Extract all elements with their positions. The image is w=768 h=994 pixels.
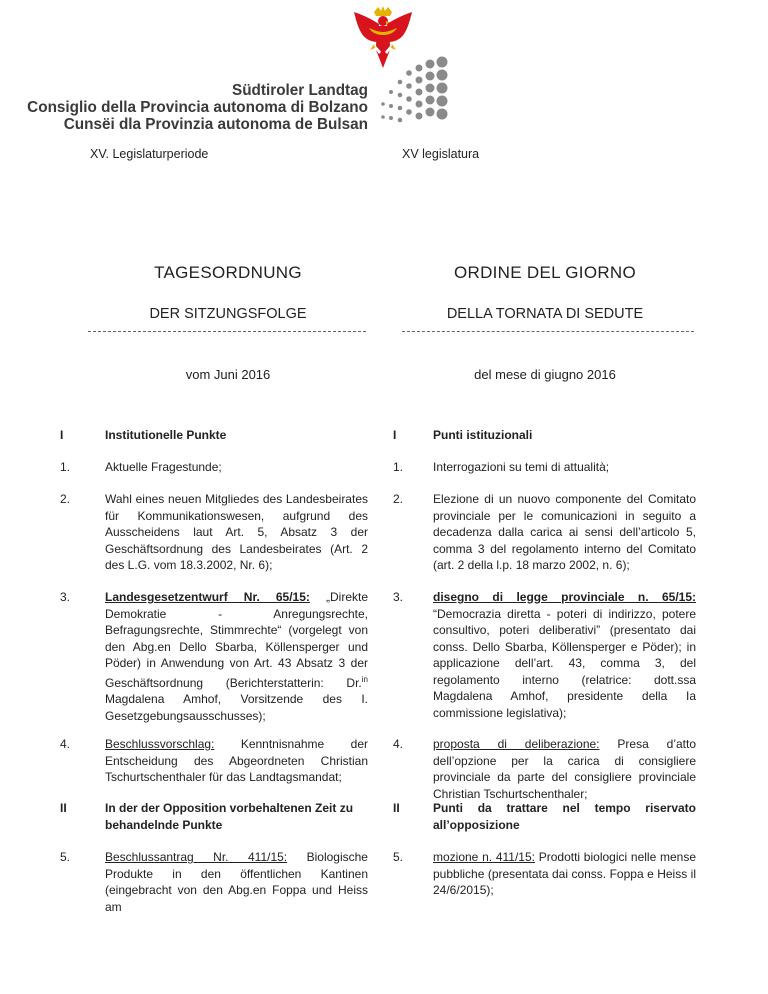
section-heading-it: Punti da trattare nel tempo riservato all’opposizione	[433, 801, 696, 832]
bill-reference: Landesgesetzentwurf Nr. 65/15:	[105, 590, 310, 604]
agenda-item-de: Beschlussvorschlag: Kenntnisnahme der Entscheidung des Abgeordneten Christian Tschurtschenthaler für das Landtagsmandat;	[105, 737, 368, 784]
item-number: 5.	[60, 850, 71, 864]
proposal-reference: Beschlussvorschlag:	[105, 737, 215, 751]
session-date-it: del mese di giugno 2016	[474, 367, 616, 382]
section-heading-de: Institutionelle Punkte	[105, 428, 227, 442]
document-title-de: TAGESORDNUNG	[154, 263, 302, 282]
proposal-reference: proposta di deliberazione:	[433, 737, 600, 751]
document-subtitle-it: DELLA TORNATA DI SEDUTE	[446, 306, 644, 322]
agenda-item-de: Beschlussantrag Nr. 411/15: Biologische Produkte in den öffentlichen Kantinen (eingebracht von den Abg.en Foppa und Heiss am	[105, 850, 368, 914]
section-number: I	[393, 428, 397, 442]
section-number: I	[60, 428, 64, 442]
agenda-item-de: Landesgesetzentwurf Nr. 65/15: „Direkte Demokratie - Anregungsrechte, Befragungsrechte, Stimmrechte“ (vorgelegt von den Abg.en Dello Sbarba, Köllensperger und Pöder) in Anwendung von Art. 43 Absatz 3 der Geschäftsordnung (Berichterstatterin: Dr.$^{in}$ Magdalena Amhof, Vorsitzende des I. Gesetzgebungsausschusses);	[105, 590, 369, 723]
item-number: 4.	[393, 737, 404, 751]
organization-name	[27, 82, 368, 133]
item-number: 1.	[60, 460, 71, 474]
item-number: 4.	[60, 737, 71, 751]
agenda-item-it: proposta di deliberazione: Presa d’atto dell’opzione per la carica di consigliere provinciale da parte del consigliere provinciale Christian Tschurtschenthaler;	[433, 737, 696, 801]
agenda-item-it: disegno di legge provinciale n. 65/15: “Democrazia diretta - poteri di indirizzo, potere consultivo, poteri deliberativi” (presentato dai conss. Dello Sbarba, Köllensperger e Pöder); in applicazione dell’art. 43, comma 3, del regolamento interno (relatrice: dott.ssa Magdalena Amhof, presidente della Ia commissione legislativa);	[433, 590, 696, 720]
item-number: 5.	[393, 850, 404, 864]
document-subtitle-de: DER SITZUNGSFOLGE	[149, 306, 307, 322]
item-number: 3.	[393, 590, 404, 604]
divider-de	[88, 331, 366, 332]
section-heading-it: Punti istituzionali	[433, 428, 533, 442]
divider-it	[402, 331, 694, 332]
agenda-item-de: Aktuelle Fragestunde;	[105, 460, 222, 474]
dot-pattern-icon	[378, 56, 450, 126]
legislature-period-de: XV. Legislaturperiode	[90, 147, 209, 161]
motion-reference: mozione n. 411/15:	[433, 850, 535, 864]
item-number: 2.	[393, 492, 404, 506]
agenda-item-de: Wahl eines neuen Mitgliedes des Landesbeirates für Kommunikationswesen, aufgrund des Ausscheidens laut Art. 5, Absatz 3 der Geschäftsordnung des Landesbeirates (Art. 2 des L.G. vom 18.3.2002, Nr. 6);	[105, 492, 368, 572]
agenda-item-it: Elezione di un nuovo componente del Comitato provinciale per le comunicazioni in seguito a decadenza dalla carica ai sensi dell’articolo 5, comma 3 del regolamento interno del Comitato (art. 2 della l.p. 18 marzo 2002, n. 6);	[433, 492, 696, 572]
motion-reference: Beschlussantrag Nr. 411/15:	[105, 850, 288, 864]
item-number: 2.	[60, 492, 71, 506]
org-name-it: Consiglio della Provincia autonoma di Bolzano	[27, 99, 368, 116]
org-name-lad: Cunsëi dla Provinzia autonoma de Bulsan	[63, 116, 368, 133]
item-number: 1.	[393, 460, 404, 474]
legislature-period-it: XV legislatura	[402, 147, 480, 161]
section-number: II	[393, 801, 400, 815]
org-name-de: Südtiroler Landtag	[232, 82, 368, 99]
session-date-de: vom Juni 2016	[185, 367, 271, 382]
section-heading-de: In der der Opposition vorbehaltenen Zeit zu behandelnde Punkte	[105, 801, 354, 832]
document-title-it: ORDINE DEL GIORNO	[453, 263, 637, 282]
bill-reference: disegno di legge provinciale n. 65/15:	[433, 590, 696, 604]
agenda-item-it: mozione n. 411/15: Prodotti biologici nelle mense pubbliche (presentata dai conss. Foppa e Heiss il 24/6/2015);	[433, 850, 696, 897]
section-number: II	[60, 801, 67, 815]
agenda-item-it: Interrogazioni su temi di attualità;	[433, 460, 610, 474]
item-number: 3.	[60, 590, 71, 604]
